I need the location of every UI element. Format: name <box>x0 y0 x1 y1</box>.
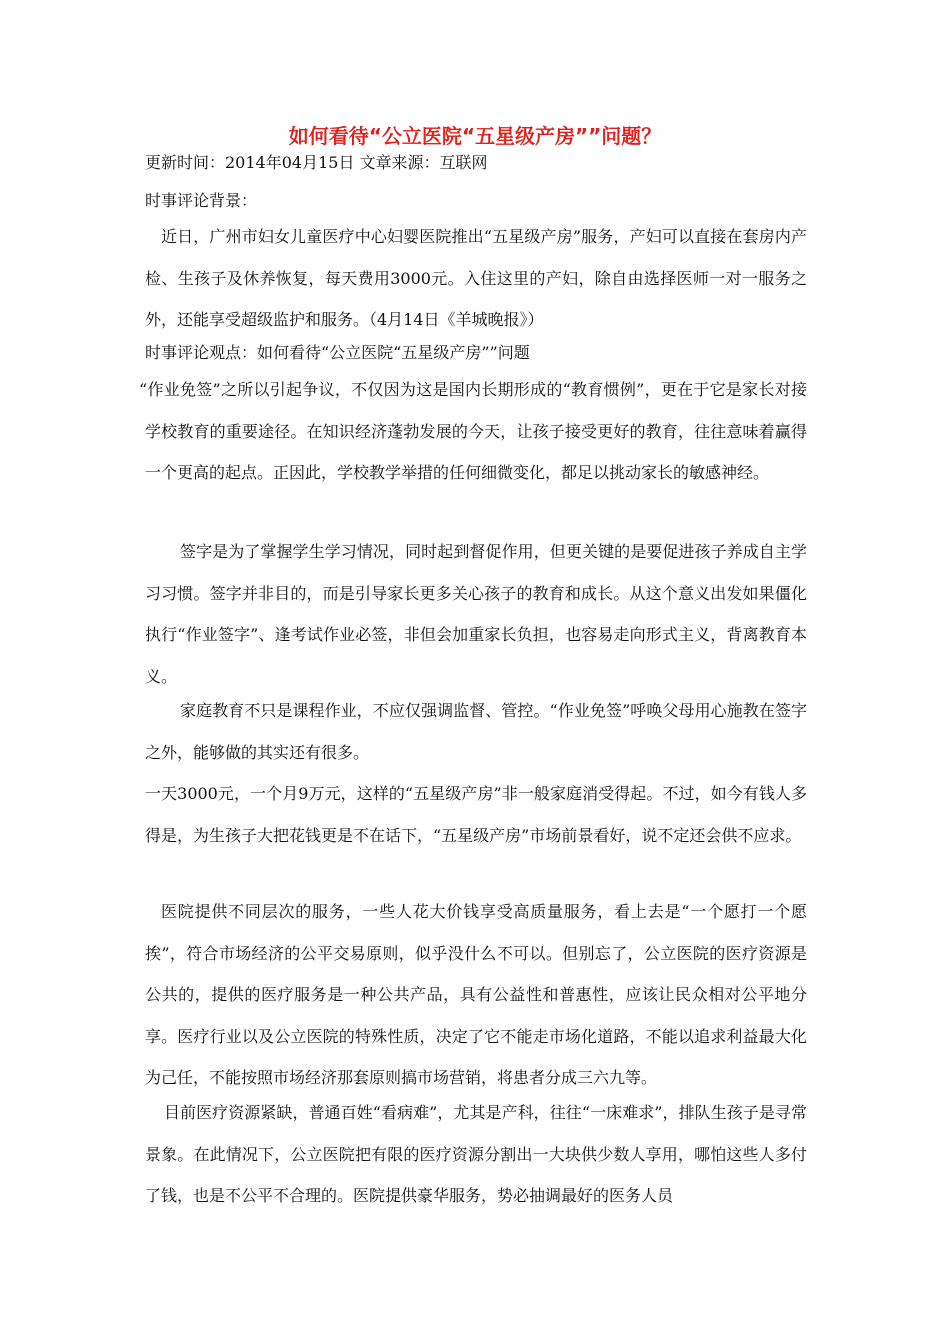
body-paragraph-1: “作业免签”之所以引起争议，不仅因为这是国内长期形成的“教育惯例”，更在于它是家长对接学校教育的重要途径。在知识经济蓬勃发展的今天，让孩子接受更好的教育，往往意味着赢得一个更高的起点。正因此，学校教学举措的任何细微变化，都足以挑动家长的敏感神经。 <box>139 380 807 482</box>
body-paragraph-6: 目前医疗资源紧缺，普通百姓“看病难”，尤其是产科，往往“一床难求”，排队生孩子是寻常景象。在此情况下，公立医院把有限的医疗资源分割出一大块供少数人享用，哪怕这些人多付了钱，也是不公平不合理的。医院提供豪华服务，势必抽调最好的医务人员 <box>145 1103 807 1205</box>
body-paragraph-5: 医院提供不同层次的服务，一些人花大价钱享受高质量服务，看上去是“一个愿打一个愿挨”，符合市场经济的公平交易原则，似乎没什么不可以。但别忘了，公立医院的医疗资源是公共的，提供的医疗服务是一种公共产品，具有公益性和普惠性，应该让民众相对公平地分享。医疗行业以及公立医院的特殊性质，决定了它不能走市场化道路，不能以追求利益最大化为己任，不能按照市场经济那套原则搞市场营销，将患者分成三六九等。 <box>145 902 807 1087</box>
background-paragraph: 近日，广州市妇女儿童医疗中心妇婴医院推出“五星级产房”服务，产妇可以直接在套房内产检、生孩子及休养恢复，每天费用3000元。入住这里的产妇，除自由选择医师一对一服务之外，还能享受超级监护和服务。（4月14日《羊城晚报》） <box>145 227 807 329</box>
background-heading: 时事评论背景： <box>145 191 258 210</box>
body-paragraph-4: 一天3000元，一个月9万元，这样的“五星级产房”非一般家庭消受得起。不过，如今有钱人多得是，为生孩子大把花钱更是不在话下，“五星级产房”市场前景看好，说不定还会供不应求。 <box>145 784 807 845</box>
viewpoint-heading: 时事评论观点：如何看待“公立医院“五星级产房””问题 <box>145 343 530 362</box>
article-title: 如何看待“公立医院“五星级产房””问题？ <box>288 124 662 148</box>
article-meta: 更新时间：2014年04月15日 文章来源：互联网 <box>145 153 488 172</box>
body-paragraph-3: 家庭教育不只是课程作业，不应仅强调监督、管控。“作业免签”呼唤父母用心施教在签字之外，能够做的其实还有很多。 <box>145 701 807 762</box>
body-paragraph-2: 签字是为了掌握学生学习情况，同时起到督促作用，但更关键的是要促进孩子养成自主学习习惯。签字并非目的，而是引导家长更多关心孩子的教育和成长。从这个意义出发如果僵化执行“作业签字”、逢考试作业必签，非但会加重家长负担，也容易走向形式主义，背离教育本义。 <box>145 542 807 686</box>
